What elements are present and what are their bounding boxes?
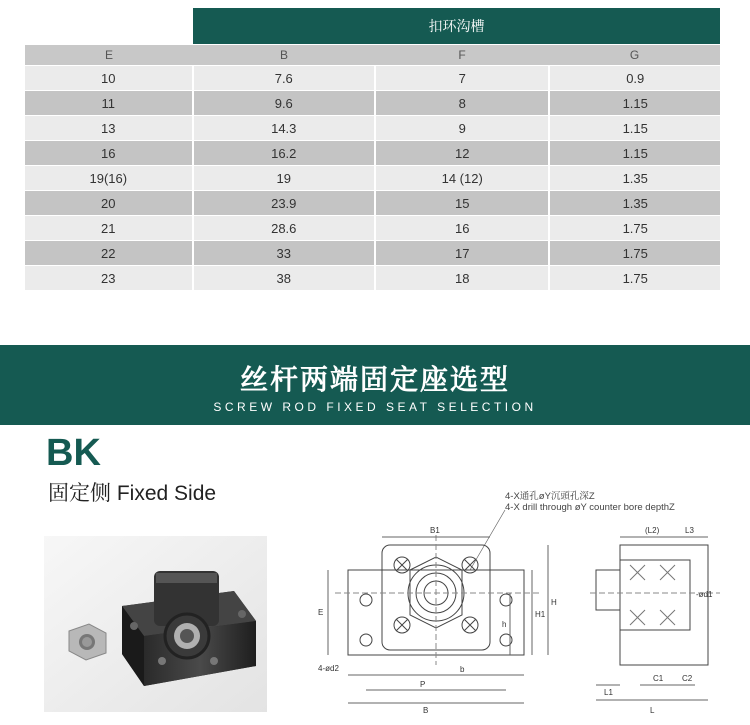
dim-label-d1: -ød1 (696, 590, 713, 599)
cell-b: 23.9 (192, 191, 374, 215)
cell-b: 9.6 (192, 91, 374, 115)
cell-f: 12 (374, 141, 549, 165)
table-row (25, 241, 720, 265)
section-banner (0, 345, 750, 425)
dim-label-p: P (420, 680, 426, 689)
cell-g: 1.15 (548, 91, 720, 115)
cell-e: 10 (101, 70, 116, 86)
cell-b: 33 (192, 241, 374, 265)
cell-e: 19(16) (89, 170, 128, 186)
cell-g: 1.35 (548, 191, 720, 215)
cell-e: 16 (101, 145, 116, 161)
cell-f: 7 (374, 66, 549, 90)
drawing-note-cn: 4-X通孔øY沉頭孔深Z (505, 491, 595, 502)
dim-label-h1: H1 (535, 610, 546, 619)
table-row (25, 66, 720, 90)
dim-label-d2: 4-ød2 (318, 664, 339, 673)
table-body (25, 66, 720, 290)
front-view (328, 535, 548, 703)
cell-b: 14.3 (192, 116, 374, 140)
cell-g: 0.9 (548, 66, 720, 90)
table-row (25, 116, 720, 140)
cell-e: 23 (101, 270, 116, 286)
cell-f: 16 (374, 216, 549, 240)
cell-f: 18 (374, 266, 549, 290)
dim-label-l: L (650, 706, 655, 715)
dim-label-b1: B1 (430, 526, 440, 535)
cell-e: 13 (101, 120, 116, 136)
cell-e: 20 (101, 195, 116, 211)
column-header-f: F (458, 48, 466, 62)
cell-g: 1.75 (548, 266, 720, 290)
cell-f: 14 (12) (374, 166, 549, 190)
technical-drawing (300, 485, 745, 725)
cell-f: 15 (374, 191, 549, 215)
spec-table (25, 8, 720, 290)
column-header-g: G (629, 48, 640, 62)
column-header-e: E (104, 48, 113, 62)
cell-e: 21 (101, 220, 116, 236)
cell-b: 38 (192, 266, 374, 290)
table-row (25, 141, 720, 165)
dim-label-e: E (318, 608, 324, 617)
cell-b: 16.2 (192, 141, 374, 165)
drawing-note-en: 4-X drill through øY counter bore depthZ (505, 502, 675, 513)
cell-g: 1.75 (548, 216, 720, 240)
cell-g: 1.15 (548, 141, 720, 165)
cell-b: 7.6 (192, 66, 374, 90)
table-column-header-row (25, 45, 720, 65)
banner-title: 丝杆两端固定座选型 (239, 364, 510, 395)
group-header-retaining-ring-groove: 扣环沟槽 (193, 8, 720, 44)
cell-f: 17 (374, 241, 549, 265)
dim-label-l1: L1 (604, 688, 613, 697)
cell-g: 1.75 (548, 241, 720, 265)
dim-label-l3: L3 (685, 526, 694, 535)
dim-label-c2: C2 (682, 674, 693, 683)
dim-label-b: b (460, 665, 465, 674)
cell-e: 11 (101, 95, 116, 111)
side-label: 固定侧 Fixed Side (48, 482, 217, 505)
cell-g: 1.15 (548, 116, 720, 140)
table-row (25, 216, 720, 240)
table-row (25, 191, 720, 215)
dim-label-h-total: H (551, 598, 557, 607)
dim-label-c1: C1 (653, 674, 664, 683)
product-photo (44, 536, 267, 712)
model-title: BK (46, 432, 101, 474)
column-header-b: B (279, 48, 288, 62)
table-row (25, 91, 720, 115)
cell-f: 9 (374, 116, 549, 140)
table-row (25, 166, 720, 190)
cell-f: 8 (374, 91, 549, 115)
dim-label-h: h (502, 620, 507, 629)
banner-subtitle: SCREW ROD FIXED SEAT SELECTION (213, 400, 537, 414)
dim-label-b-bottom: B (423, 706, 429, 715)
table-header-blank (25, 8, 193, 44)
cell-e: 22 (101, 245, 116, 261)
cell-b: 19 (192, 166, 374, 190)
table-row (25, 266, 720, 290)
table-group-header-row (25, 8, 720, 44)
dim-label-l2: (L2) (645, 526, 660, 535)
cell-b: 28.6 (192, 216, 374, 240)
cell-g: 1.35 (548, 166, 720, 190)
